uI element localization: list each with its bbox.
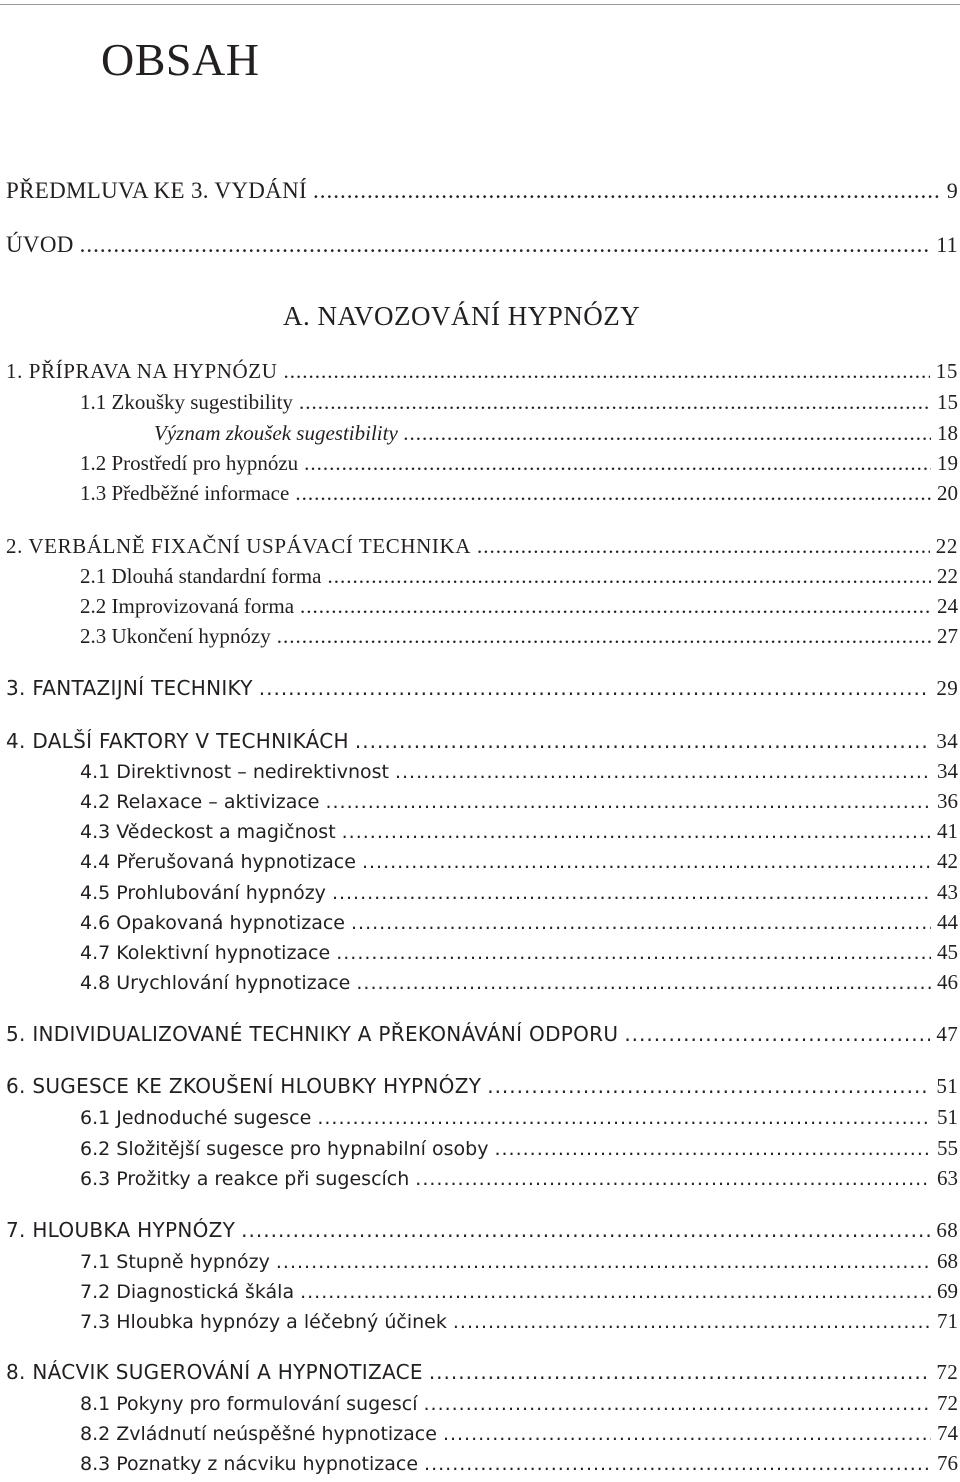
toc-subsection[interactable] bbox=[80, 1278, 958, 1305]
toc-entry-label: 4.1 Direktivnost – nedirektivnost bbox=[80, 761, 389, 783]
toc-chapter[interactable] bbox=[6, 1021, 958, 1047]
toc-chapter[interactable] bbox=[6, 675, 958, 701]
toc-entry-label: 2.1 Dlouhá standardní forma bbox=[80, 564, 322, 588]
toc-entry-label: 4.8 Urychlování hypnotizace bbox=[80, 972, 351, 994]
toc-entry-label: 1.3 Předběžné informace bbox=[80, 481, 290, 505]
dot-leader bbox=[284, 358, 930, 384]
dot-leader bbox=[429, 1359, 931, 1385]
toc-entry-label: ÚVOD bbox=[6, 232, 74, 257]
toc-entry-label: 7.2 Diagnostická škála bbox=[80, 1281, 295, 1303]
dot-leader bbox=[423, 1391, 931, 1417]
dot-leader bbox=[342, 819, 931, 845]
dot-leader bbox=[415, 1166, 931, 1192]
dot-leader bbox=[277, 623, 931, 649]
toc-entry-label: 5. INDIVIDUALIZOVANÉ TECHNIKY A PŘEKONÁVÁNÍ ODPORU bbox=[6, 1022, 619, 1046]
toc-subsection[interactable] bbox=[80, 1165, 958, 1192]
dot-leader bbox=[80, 232, 931, 258]
toc-entry-page: 22 bbox=[937, 564, 958, 588]
toc-subsection[interactable] bbox=[80, 389, 958, 415]
toc-entry-page: 72 bbox=[937, 1391, 958, 1415]
dot-leader bbox=[304, 450, 931, 476]
toc-entry-label: 4.3 Vědeckost a magičnost bbox=[80, 821, 336, 843]
toc-entry-page: 69 bbox=[937, 1279, 958, 1303]
toc-subsection[interactable] bbox=[80, 848, 958, 875]
toc-subsection[interactable] bbox=[80, 939, 958, 966]
toc-entry-label: 4. DALŠÍ FAKTORY V TECHNIKÁCH bbox=[6, 729, 349, 753]
dot-leader bbox=[477, 533, 930, 559]
toc-entry-page: 34 bbox=[936, 729, 958, 753]
page-title: OBSAH bbox=[101, 34, 260, 85]
dot-leader bbox=[300, 1279, 931, 1305]
toc-entry-page: 44 bbox=[937, 910, 958, 934]
toc-subsection[interactable] bbox=[80, 450, 958, 476]
dot-leader bbox=[351, 910, 931, 936]
toc-subsection[interactable] bbox=[80, 1450, 958, 1477]
dot-leader bbox=[295, 480, 931, 506]
toc-entry-page: 41 bbox=[937, 819, 958, 843]
toc-entry-label: 2. VERBÁLNĚ FIXAČNÍ USPÁVACÍ TECHNIKA bbox=[6, 534, 471, 558]
toc-entry-label: 7.3 Hloubka hypnózy a léčebný účinek bbox=[80, 1311, 447, 1333]
toc-subsection[interactable] bbox=[80, 480, 958, 506]
toc-subsection[interactable] bbox=[80, 1390, 958, 1417]
dot-leader bbox=[313, 178, 941, 204]
toc-entry-foreword[interactable] bbox=[6, 178, 958, 204]
toc-entry-page: 18 bbox=[937, 421, 958, 445]
toc-entry-label: 8. NÁCVIK SUGEROVÁNÍ A HYPNOTIZACE bbox=[6, 1360, 423, 1384]
toc-entry-page: 63 bbox=[937, 1166, 958, 1190]
toc-entry-page: 45 bbox=[937, 940, 958, 964]
toc-entry-label: 1.1 Zkoušky sugestibility bbox=[80, 390, 293, 414]
toc-entry-page: 20 bbox=[937, 481, 958, 505]
dot-leader bbox=[424, 1451, 931, 1477]
dot-leader bbox=[259, 675, 931, 701]
toc-entry-label: 7.1 Stupně hypnózy bbox=[80, 1251, 270, 1273]
toc-entry-page: 71 bbox=[937, 1309, 958, 1333]
toc-subsection[interactable] bbox=[80, 1308, 958, 1335]
toc-entry-page: 9 bbox=[946, 178, 958, 203]
dot-leader bbox=[624, 1021, 930, 1047]
dot-leader bbox=[276, 1249, 931, 1275]
toc-entry-label: PŘEDMLUVA KE 3. VYDÁNÍ bbox=[6, 178, 307, 203]
dot-leader bbox=[327, 563, 931, 589]
toc-entry-page: 11 bbox=[936, 232, 958, 257]
toc-subsection[interactable] bbox=[80, 879, 958, 906]
toc-entry-page: 42 bbox=[937, 849, 958, 873]
toc-entry-label: 1. PŘÍPRAVA NA HYPNÓZU bbox=[6, 359, 278, 383]
toc-entry-label: 6.2 Složitější sugesce pro hypnabilní osoby bbox=[80, 1138, 489, 1160]
toc-chapter[interactable] bbox=[6, 728, 958, 754]
toc-entry-page: 24 bbox=[937, 594, 958, 618]
toc-entry-page: 22 bbox=[935, 534, 958, 558]
toc-entry-label: 6.3 Prožitky a reakce při sugescích bbox=[80, 1168, 410, 1190]
toc-chapter[interactable] bbox=[6, 533, 958, 559]
toc-entry-page: 55 bbox=[937, 1136, 958, 1160]
toc-entry-page: 15 bbox=[935, 359, 958, 383]
toc-entry-label: 8.3 Poznatky z nácviku hypnotizace bbox=[80, 1453, 419, 1475]
toc-subsection[interactable] bbox=[80, 1104, 958, 1131]
toc-entry-label: 8.1 Pokyny pro formulování sugescí bbox=[80, 1393, 418, 1415]
toc-entry-page: 34 bbox=[937, 759, 958, 783]
dot-leader bbox=[300, 593, 931, 619]
dot-leader bbox=[241, 1217, 930, 1243]
toc-entry-label: 6. SUGESCE KE ZKOUŠENÍ HLOUBKY HYPNÓZY bbox=[6, 1074, 482, 1098]
dot-leader bbox=[332, 880, 931, 906]
toc-entry-label: Význam zkoušek sugestibility bbox=[154, 421, 398, 445]
toc-subsection[interactable] bbox=[80, 1248, 958, 1275]
toc-entry-page: 74 bbox=[937, 1421, 958, 1445]
toc-entry-introduction[interactable] bbox=[6, 232, 958, 258]
section-heading: A. NAVOZOVÁNÍ HYPNÓZY bbox=[283, 301, 641, 331]
dot-leader bbox=[317, 1105, 931, 1131]
toc-entry-page: 51 bbox=[937, 1105, 958, 1129]
dot-leader bbox=[494, 1136, 931, 1162]
toc-entry-label: 4.6 Opakovaná hypnotizace bbox=[80, 912, 345, 934]
toc-entry-label: 1.2 Prostředí pro hypnózu bbox=[80, 451, 299, 475]
toc-entry-page: 36 bbox=[937, 789, 958, 813]
dot-leader bbox=[453, 1309, 931, 1335]
toc-subsection[interactable] bbox=[80, 818, 958, 845]
toc-entry-page: 68 bbox=[936, 1218, 958, 1242]
toc-entry-page: 19 bbox=[937, 451, 958, 475]
toc-subsection[interactable] bbox=[80, 909, 958, 936]
toc-entry-label: 2.3 Ukončení hypnózy bbox=[80, 624, 271, 648]
toc-entry-label: 2.2 Improvizovaná forma bbox=[80, 594, 295, 618]
dot-leader bbox=[395, 759, 931, 785]
toc-entry-label: 7. HLOUBKA HYPNÓZY bbox=[6, 1218, 236, 1242]
toc-entry-label: 8.2 Zvládnutí neúspěšné hypnotizace bbox=[80, 1423, 437, 1445]
toc-entry-page: 51 bbox=[936, 1074, 958, 1098]
toc-entry-label: 6.1 Jednoduché sugesce bbox=[80, 1107, 312, 1129]
toc-chapter[interactable] bbox=[6, 1217, 958, 1243]
toc-subsection[interactable] bbox=[80, 788, 958, 815]
toc-subsection[interactable] bbox=[80, 758, 958, 785]
dot-leader bbox=[299, 389, 931, 415]
dot-leader bbox=[362, 849, 931, 875]
dot-leader bbox=[356, 970, 931, 996]
toc-entry-page: 29 bbox=[936, 676, 958, 700]
top-rule bbox=[0, 4, 960, 5]
toc-entry-page: 27 bbox=[937, 624, 958, 648]
toc-entry-label: 4.2 Relaxace – aktivizace bbox=[80, 791, 320, 813]
dot-leader bbox=[355, 728, 931, 754]
dot-leader bbox=[336, 940, 931, 966]
toc-subsection[interactable] bbox=[80, 593, 958, 619]
toc-entry-page: 43 bbox=[937, 880, 958, 904]
toc-entry-label: 3. FANTAZIJNÍ TECHNIKY bbox=[6, 676, 253, 700]
toc-chapter[interactable] bbox=[6, 1359, 958, 1385]
toc-entry-page: 76 bbox=[937, 1451, 958, 1475]
toc-entry-page: 72 bbox=[936, 1360, 958, 1384]
toc-subsubsection[interactable] bbox=[154, 420, 958, 446]
toc-chapter[interactable] bbox=[6, 1073, 958, 1099]
toc-subsection[interactable] bbox=[80, 1135, 958, 1162]
dot-leader bbox=[325, 789, 931, 815]
toc-entry-page: 47 bbox=[936, 1022, 958, 1046]
toc-subsection[interactable] bbox=[80, 623, 958, 649]
toc-entry-label: 4.4 Přerušovaná hypnotizace bbox=[80, 851, 356, 873]
toc-entry-page: 68 bbox=[937, 1249, 958, 1273]
toc-entry-label: 4.5 Prohlubování hypnózy bbox=[80, 882, 326, 904]
toc-subsection[interactable] bbox=[80, 969, 958, 996]
toc-subsection[interactable] bbox=[80, 1420, 958, 1447]
toc-entry-page: 46 bbox=[937, 970, 958, 994]
dot-leader bbox=[443, 1421, 931, 1447]
toc-entry-label: 4.7 Kolektivní hypnotizace bbox=[80, 942, 331, 964]
toc-chapter[interactable] bbox=[6, 358, 958, 384]
toc-subsection[interactable] bbox=[80, 563, 958, 589]
toc-entry-page: 15 bbox=[937, 390, 958, 414]
dot-leader bbox=[404, 420, 931, 446]
dot-leader bbox=[487, 1073, 930, 1099]
